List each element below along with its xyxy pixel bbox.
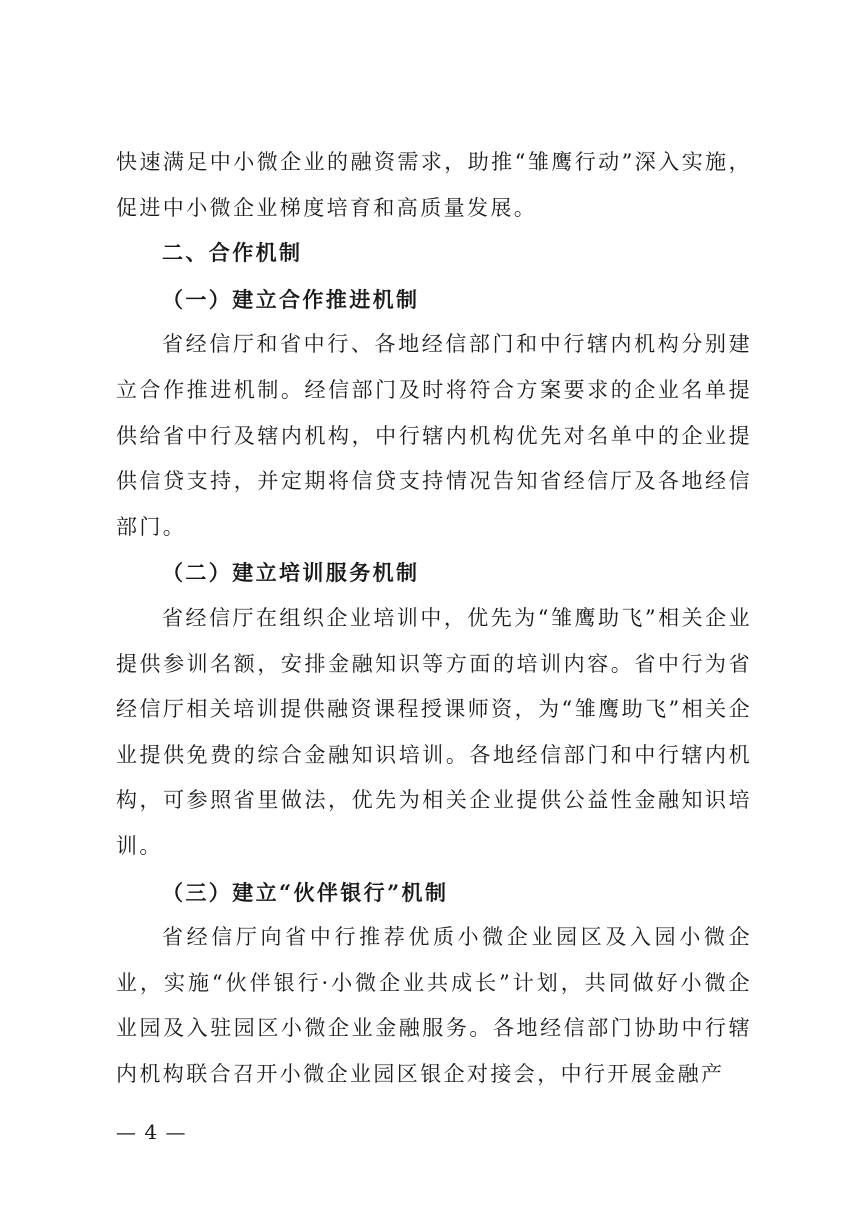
subheading-promotion-mechanism: （一）建立合作推进机制 [162, 286, 420, 312]
page-number: — 4 — [116, 1120, 187, 1144]
paragraph-continued: 快速满足中小微企业的融资需求，助推“雏鹰行动”深入实施，促进中小微企业梯度培育和高质量发展。 [116, 150, 752, 220]
paragraph-training-mechanism: 省经信厅在组织企业培训中，优先为“雏鹰助飞”相关企业提供参训名额，安排金融知识等方面的培训内容。省中行为省经信厅相关培训提供融资课程授课师资，为“雏鹰助飞”相关企业提供免费的综合金融知识培训。各地经信部门和中行辖内机构，可参照省里做法，优先为相关企业提供公益性金融知识培训。 [116, 605, 752, 858]
document-body [116, 140, 752, 1097]
paragraph-partner-bank-mechanism: 省经信厅向省中行推荐优质小微企业园区及入园小微企业，实施“伙伴银行·小微企业共成长”计划，共同做好小微企业园及入驻园区小微企业金融服务。各地经信部门协助中行辖内机构联合召开小微企业园区银企对接会，中行开展金融产 [116, 925, 752, 1086]
paragraph-promotion-mechanism: 省经信厅和省中行、各地经信部门和中行辖内机构分别建立合作推进机制。经信部门及时将符合方案要求的企业名单提供给省中行及辖内机构，中行辖内机构优先对名单中的企业提供信贷支持，并定期将信贷支持情况告知省经信厅及各地经信部门。 [116, 332, 752, 539]
section-heading-cooperation-mechanism: 二、合作机制 [162, 241, 303, 266]
subheading-training-mechanism: （二）建立培训服务机制 [162, 560, 420, 586]
subheading-partner-bank-mechanism: （三）建立“伙伴银行”机制 [162, 879, 449, 905]
